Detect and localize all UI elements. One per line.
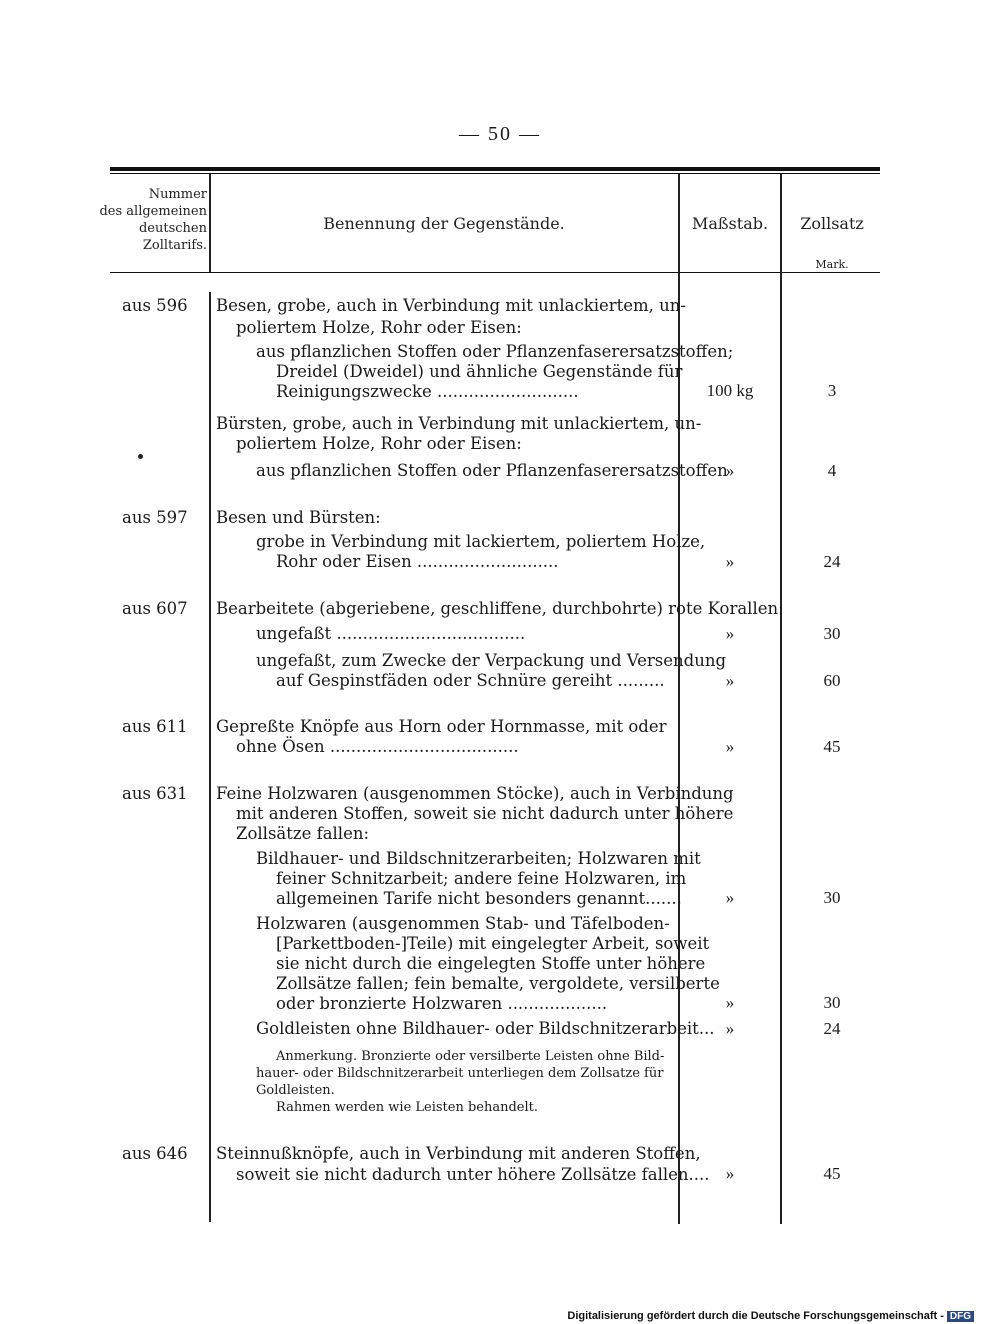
- tariff-code: aus 607: [122, 599, 188, 618]
- col-divider-2: [678, 174, 680, 1224]
- entry-line: oder bronzierte Holzwaren ...................: [276, 994, 608, 1013]
- entry-line: Reinigungszwecke ...........................: [276, 382, 579, 401]
- col-divider-1-body: [209, 292, 211, 1222]
- entry-line: feiner Schnitzarbeit; andere feine Holzwaren, im: [276, 869, 687, 888]
- rate-value: 45: [823, 737, 841, 756]
- header-col-rate: Zollsatz: [800, 214, 864, 233]
- tariff-code: aus 596: [122, 296, 188, 315]
- entry-line: auf Gespinstfäden oder Schnüre gereiht .........: [276, 671, 665, 690]
- entry-line: ungefaßt ....................................: [256, 624, 526, 643]
- entry-line: aus pflanzlichen Stoffen oder Pflanzenfaserersatzstoffen;: [256, 342, 734, 361]
- footnote-line: Anmerkung. Bronzierte oder versilberte Leisten ohne Bild-: [276, 1049, 665, 1064]
- rate-value: 4: [827, 461, 837, 480]
- rate-value: 45: [823, 1164, 841, 1183]
- dfg-logo: DFG: [947, 1311, 974, 1322]
- entry-line: Bildhauer- und Bildschnitzerarbeiten; Holzwaren mit: [256, 849, 701, 868]
- entry-line: soweit sie nicht dadurch unter höhere Zollsätze fallen....: [236, 1165, 710, 1184]
- top-rule-thick: [110, 167, 880, 171]
- entry-line: [Parkettboden-]Teile) mit eingelegter Arbeit, soweit: [276, 934, 710, 953]
- entry-line: mit anderen Stoffen, soweit sie nicht dadurch unter höhere: [236, 804, 734, 823]
- digitization-credit-text: Digitalisierung gefördert durch die Deutsche Forschungsgemeinschaft -: [567, 1310, 944, 1322]
- measure-value: 100 kg: [706, 381, 754, 400]
- entry-line: ohne Ösen ....................................: [236, 737, 519, 756]
- rate-value: 30: [823, 888, 841, 907]
- entry-line: aus pflanzlichen Stoffen oder Pflanzenfaserersatzstoffen: [256, 461, 728, 480]
- entry-line: poliertem Holze, Rohr oder Eisen:: [236, 318, 522, 337]
- measure-value: »: [725, 1164, 735, 1183]
- measure-value: »: [725, 671, 735, 690]
- tariff-code: aus 631: [122, 784, 188, 803]
- header-col-measure: Maßstab.: [691, 214, 769, 233]
- tariff-code: aus 597: [122, 508, 188, 527]
- footnote-line: Rahmen werden wie Leisten behandelt.: [276, 1100, 539, 1115]
- entry-line: Steinnußknöpfe, auch in Verbindung mit anderen Stoffen,: [216, 1144, 701, 1163]
- rate-value: 30: [823, 624, 841, 643]
- header-col-rate-unit: Mark.: [815, 258, 849, 271]
- rate-value: 30: [823, 993, 841, 1012]
- ink-dot: [138, 454, 143, 459]
- entry-line: Dreidel (Dweidel) und ähnliche Gegenstände für: [276, 362, 683, 381]
- digitization-credit: [567, 1310, 974, 1322]
- footnote-line: Goldleisten.: [256, 1083, 335, 1098]
- measure-value: »: [725, 461, 735, 480]
- entry-line: Zollsätze fallen:: [236, 824, 370, 843]
- header-col-number: [95, 186, 207, 254]
- header-col-number-line: deutschen: [138, 221, 207, 236]
- tariff-code: aus 611: [122, 717, 188, 736]
- header-rule: [110, 272, 880, 273]
- measure-value: »: [725, 1019, 735, 1038]
- measure-value: »: [725, 993, 735, 1012]
- entry-line: Gepreßte Knöpfe aus Horn oder Hornmasse, mit oder: [216, 717, 667, 736]
- footnote-line: hauer- oder Bildschnitzerarbeit unterliegen dem Zollsatze für: [256, 1066, 664, 1081]
- header-col-number-line: des allgemeinen: [99, 204, 207, 219]
- header-col-description: Benennung der Gegenstände.: [323, 214, 565, 233]
- entry-line: grobe in Verbindung mit lackiertem, poliertem Holze,: [256, 532, 706, 551]
- rate-value: 60: [823, 671, 841, 690]
- entry-line: Bearbeitete (abgeriebene, geschliffene, durchbohrte) rote Korallen:: [216, 599, 784, 618]
- col-divider-3: [780, 174, 782, 1224]
- header-col-number-line: Nummer: [148, 187, 207, 202]
- tariff-code: aus 646: [122, 1144, 188, 1163]
- entry-line: ungefaßt, zum Zwecke der Verpackung und Versendung: [256, 651, 727, 670]
- entry-line: poliertem Holze, Rohr oder Eisen:: [236, 434, 522, 453]
- rate-value: 3: [827, 381, 837, 400]
- top-rule-thin: [110, 173, 880, 174]
- entry-line: Rohr oder Eisen ...........................: [276, 552, 559, 571]
- measure-value: »: [725, 624, 735, 643]
- entry-line: Bürsten, grobe, auch in Verbindung mit unlackiertem, un-: [216, 414, 702, 433]
- measure-value: »: [725, 552, 735, 571]
- header-col-number-line: Zolltarifs.: [142, 238, 207, 253]
- measure-value: »: [725, 888, 735, 907]
- page-number: — 50 —: [459, 123, 541, 145]
- measure-value: »: [725, 737, 735, 756]
- entry-line: Holzwaren (ausgenommen Stab- und Täfelboden-: [256, 914, 670, 933]
- rate-value: 24: [823, 1019, 841, 1038]
- entry-line: Besen, grobe, auch in Verbindung mit unlackiertem, un-: [216, 296, 687, 315]
- entry-line: allgemeinen Tarife nicht besonders genannt.......: [276, 889, 682, 908]
- entry-line: Zollsätze fallen; fein bemalte, vergoldete, versilberte: [276, 974, 720, 993]
- entry-line: Goldleisten ohne Bildhauer- oder Bildschnitzerarbeit...: [256, 1019, 715, 1038]
- entry-line: sie nicht durch die eingelegten Stoffe unter höhere: [276, 954, 706, 973]
- entry-line: Feine Holzwaren (ausgenommen Stöcke), auch in Verbindung: [216, 784, 734, 803]
- rate-value: 24: [823, 552, 841, 571]
- entry-line: Besen und Bürsten:: [216, 508, 381, 527]
